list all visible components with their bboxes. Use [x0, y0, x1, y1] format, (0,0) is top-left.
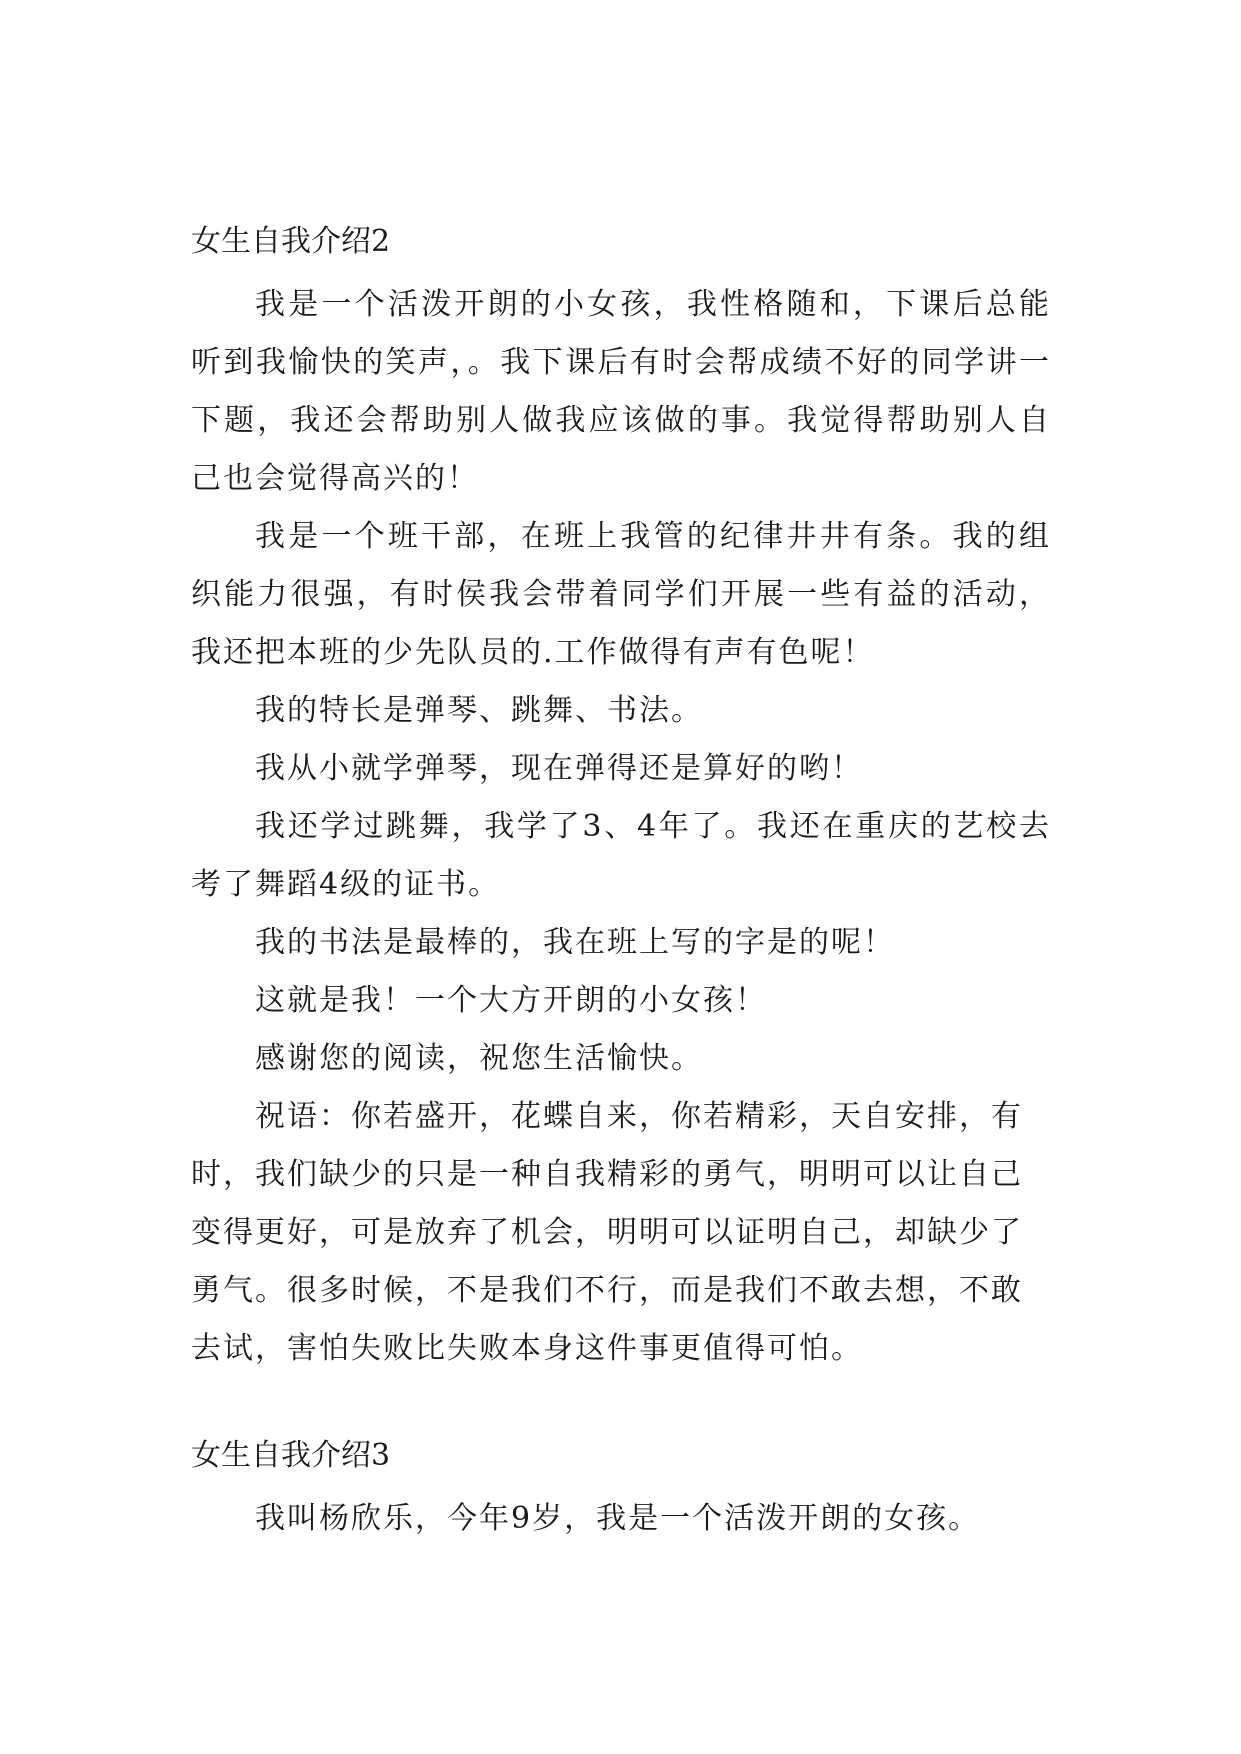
- paragraph: 这就是我！一个大方开朗的小女孩！: [255, 983, 767, 1018]
- section-intro-2: [191, 222, 1051, 1378]
- paragraph: 我还学过跳舞，我学了3、4年了。我还在重庆的艺校去考了舞蹈4级的证书。: [191, 809, 1051, 902]
- paragraph: 我从小就学弹琴，现在弹得还是算好的哟！: [255, 751, 863, 786]
- section-intro-3: [191, 1436, 1051, 1548]
- section-heading: 女生自我介绍3: [191, 1438, 391, 1473]
- paragraph: 我的书法是最棒的，我在班上写的字是的呢！: [255, 925, 895, 960]
- paragraph: 我是一个活泼开朗的小女孩，我性格随和，下课后总能听到我愉快的笑声，。我下课后有时会帮成绩不好的同学讲一下题，我还会帮助别人做我应该做的事。我觉得帮助别人自己也会觉得高兴的！: [191, 287, 1051, 496]
- paragraph: 祝语：你若盛开，花蝶自来，你若精彩，天自安排，有时，我们缺少的只是一种自我精彩的勇气，明明可以让自己变得更好，可是放弃了机会，明明可以证明自己，却缺少了勇气。很多时候，不是我们不行，而是我们不敢去想，不敢去试，害怕失败比失败本身这件事更值得可怕。: [191, 1099, 1023, 1366]
- section-heading: 女生自我介绍2: [191, 224, 391, 259]
- paragraph: 我的特长是弹琴、跳舞、书法。: [255, 693, 703, 728]
- paragraph: 感谢您的阅读，祝您生活愉快。: [255, 1041, 703, 1076]
- document-content: [191, 222, 1051, 1548]
- paragraph: 我叫杨欣乐，今年9岁，我是一个活泼开朗的女孩。: [255, 1501, 981, 1536]
- paragraph: 我是一个班干部，在班上我管的纪律井井有条。我的组织能力很强，有时侯我会带着同学们开展一些有益的活动，我还把本班的少先队员的.工作做得有声有色呢！: [191, 519, 1051, 670]
